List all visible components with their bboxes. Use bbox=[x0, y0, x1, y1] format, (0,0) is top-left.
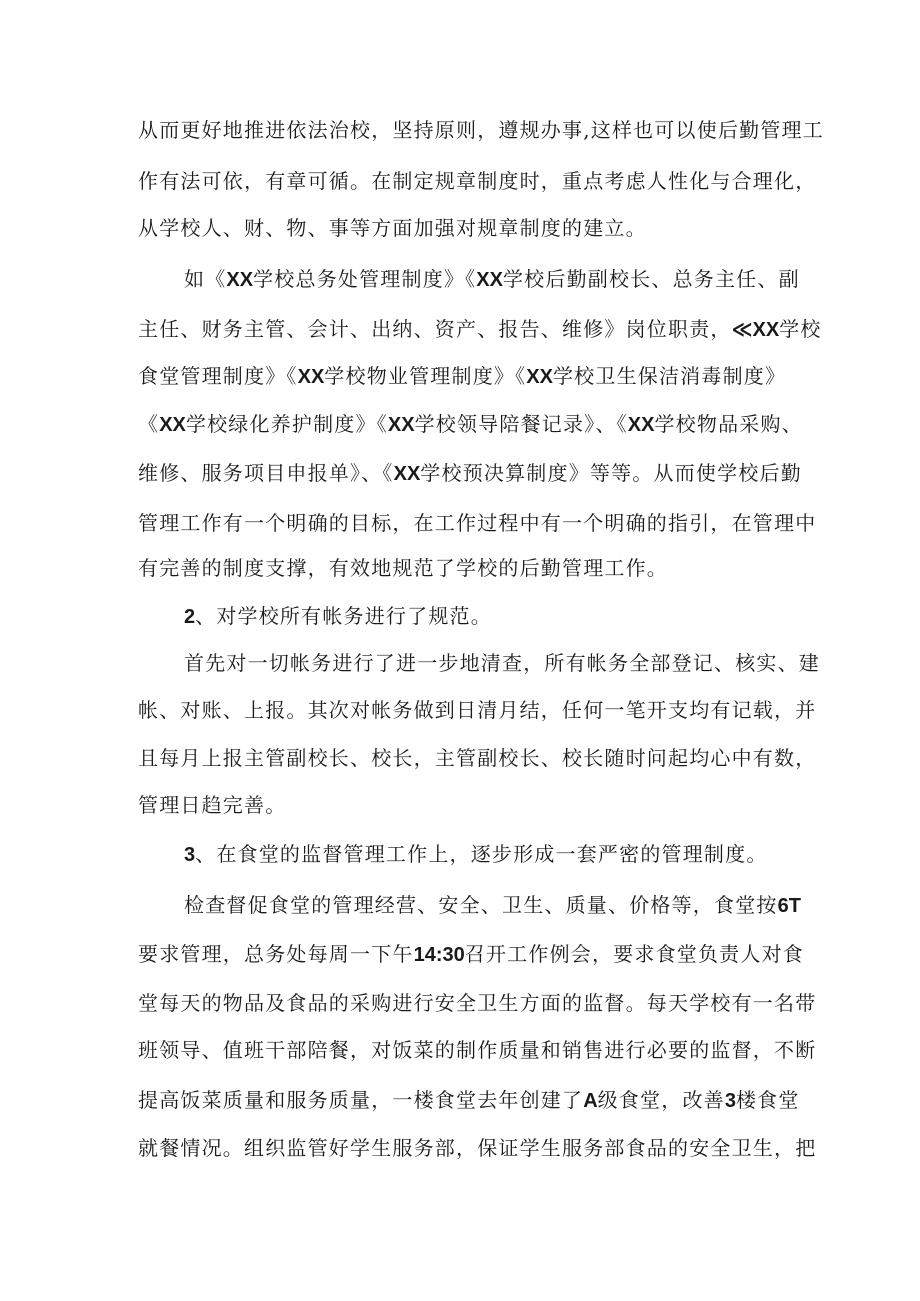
text-line: 作有法可依，有章可循。在制定规章制度时，重点考虑人性化与合理化， bbox=[138, 169, 817, 193]
bold-token: XX bbox=[297, 366, 325, 388]
text-line: 有完善的制度支撑，有效地规范了学校的后勤管理工作。 bbox=[138, 556, 668, 580]
text-line: 3、在食堂的监督管理工作上，逐步形成一套严密的管理制度。 bbox=[184, 842, 768, 866]
text-line: 首先对一切帐务进行了进一步地清查，所有帐务全部登记、核实、建 bbox=[184, 651, 820, 675]
bold-token: 6T bbox=[777, 895, 801, 917]
text-line: 《XX学校绿化养护制度》《XX学校领导陪餐记录》、《XX学校物品采购、 bbox=[138, 412, 803, 436]
bold-token: XX bbox=[226, 269, 254, 291]
text-line: 且每月上报主管副校长、校长，主管副校长、校长随时问起均心中有数， bbox=[138, 746, 817, 770]
bold-token: 2 bbox=[184, 606, 196, 628]
bold-token: XX bbox=[627, 414, 655, 436]
text-line: 帐、对账、上报。其次对帐务做到日清月结，任何一笔开支均有记载，并 bbox=[138, 698, 817, 722]
text-line: 主任、财务主管、会计、出纳、资产、报告、维修》岗位职责，≪XX学校 bbox=[138, 317, 822, 341]
bold-token: A bbox=[583, 1090, 598, 1112]
bold-token: XX bbox=[526, 366, 553, 388]
text-line: 从而更好地推进依法治校，坚持原则，遵规办事,这样也可以使后勤管理工 bbox=[138, 118, 824, 142]
text-line: 班领导、值班干部陪餐，对饭菜的制作质量和销售进行必要的监督，不断 bbox=[138, 1038, 817, 1062]
text-line: 从学校人、财、物、事等方面加强对规章制度的建立。 bbox=[138, 216, 647, 240]
text-line: 管理工作有一个明确的目标，在工作过程中有一个明确的指引，在管理中 bbox=[138, 511, 817, 535]
text-line: 如《XX学校总务处管理制度》《XX学校后勤副校长、总务主任、副 bbox=[184, 267, 800, 291]
bold-token: XX bbox=[387, 414, 415, 436]
bold-token: XX bbox=[159, 414, 186, 436]
bold-token: XX bbox=[476, 269, 503, 291]
bold-token: XX bbox=[393, 463, 421, 485]
text-line: 就餐情况。组织监管好学生服务部，保证学生服务部食品的安全卫生，把 bbox=[138, 1136, 817, 1160]
text-line: 管理日趋完善。 bbox=[138, 793, 287, 817]
text-line: 提高饭菜质量和服务质量，一楼食堂去年创建了A级食堂，改善3楼食堂 bbox=[138, 1088, 800, 1112]
bold-token: 3 bbox=[184, 844, 196, 866]
bold-token: 14:30 bbox=[413, 944, 465, 966]
text-line: 堂每天的物品及食品的采购进行安全卫生方面的监督。每天学校有一名带 bbox=[138, 991, 817, 1015]
text-line: 食堂管理制度》《XX学校物业管理制度》《XX学校卫生保洁消毒制度》 bbox=[138, 364, 787, 388]
text-line: 要求管理，总务处每周一下午14:30召开工作例会，要求食堂负责人对食 bbox=[138, 942, 804, 966]
text-line: 维修、服务项目申报单》、《XX学校预决算制度》等等。从而使学校后勤 bbox=[138, 461, 802, 485]
bold-token: ≪XX bbox=[731, 319, 780, 341]
text-line: 检查督促食堂的管理经营、安全、卫生、质量、价格等，食堂按6T bbox=[184, 893, 801, 917]
text-line: 2、对学校所有帐务进行了规范。 bbox=[184, 604, 492, 628]
bold-token: 3 bbox=[724, 1090, 736, 1112]
